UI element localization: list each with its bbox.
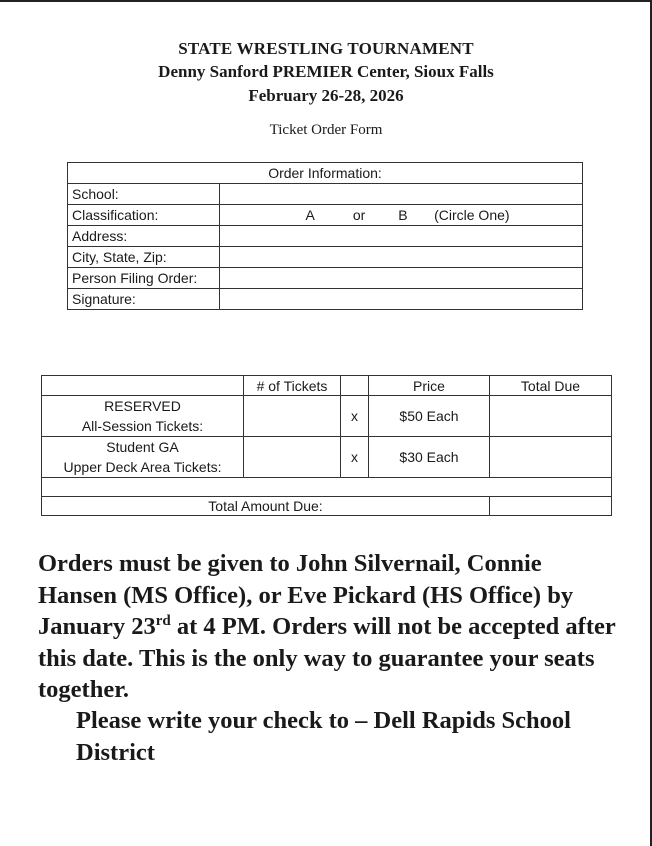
form-subtitle: Ticket Order Form (269, 122, 383, 138)
reserved-ticket-row (42, 396, 612, 437)
total-due-header: Total Due (490, 376, 612, 396)
ticket-order-table (41, 375, 612, 516)
total-amount-field[interactable] (490, 497, 612, 516)
check-payable-notice: Please write your check to – Dell Rapids School District (76, 707, 571, 766)
notice-part1: Orders must be given to John Silvernail, Connie Hansen (MS Office), or Eve Pickard (HS Office) by January 23 (38, 550, 574, 640)
price-header: Price (369, 376, 490, 396)
scan-edge-top (0, 0, 652, 2)
school-row (68, 184, 583, 205)
classification-row (68, 205, 583, 226)
classification-label: Classification: (68, 205, 220, 226)
multiplier-header (341, 376, 369, 396)
ticket-header-row (42, 376, 612, 396)
notice-part2: at 4 PM. Orders will not be accepted after this date. This is the only way to guarantee your seats together. (38, 613, 616, 703)
reserved-total-field[interactable] (490, 396, 612, 437)
tournament-title: STATE WRESTLING TOURNAMENT (178, 39, 474, 58)
student-ga-total-field[interactable] (490, 437, 612, 478)
reserved-quantity-field[interactable] (244, 396, 341, 437)
total-amount-row (42, 497, 612, 516)
student-ga-label-line2: Upper Deck Area Tickets: (63, 459, 222, 475)
ticket-blank-cell (42, 478, 612, 497)
classification-option-a[interactable]: A (305, 207, 315, 223)
student-ga-ticket-row (42, 437, 612, 478)
classification-option-b[interactable]: B (398, 207, 408, 223)
reserved-multiplier: x (341, 396, 369, 437)
order-info-title: Order Information: (68, 163, 583, 184)
venue-line: Denny Sanford PREMIER Center, Sioux Falls (158, 62, 494, 81)
classification-or: or (352, 207, 366, 223)
student-ga-price: $30 Each (369, 437, 490, 478)
person-filing-label: Person Filing Order: (68, 268, 220, 289)
city-state-zip-row (68, 247, 583, 268)
reserved-ticket-label (42, 396, 244, 437)
address-field[interactable] (220, 226, 583, 247)
student-ga-ticket-label (42, 437, 244, 478)
city-state-zip-field[interactable] (220, 247, 583, 268)
order-deadline-notice (38, 548, 618, 706)
student-ga-multiplier: x (341, 437, 369, 478)
order-info-header-row (68, 163, 583, 184)
order-information-table (67, 162, 583, 310)
classification-field[interactable] (220, 205, 583, 226)
ticket-header-blank (42, 376, 244, 396)
ticket-blank-row (42, 478, 612, 497)
signature-field[interactable] (220, 289, 583, 310)
notice-ordinal: rd (155, 613, 171, 629)
signature-label: Signature: (68, 289, 220, 310)
person-filing-field[interactable] (220, 268, 583, 289)
total-amount-label: Total Amount Due: (42, 497, 490, 516)
city-state-zip-label: City, State, Zip: (68, 247, 220, 268)
address-row (68, 226, 583, 247)
reserved-price: $50 Each (369, 396, 490, 437)
num-tickets-header: # of Tickets (244, 376, 341, 396)
signature-row (68, 289, 583, 310)
reserved-label-line2: All-Session Tickets: (81, 418, 204, 434)
person-filing-row (68, 268, 583, 289)
address-label: Address: (68, 226, 220, 247)
reserved-label-line1: RESERVED (104, 398, 181, 414)
classification-hint: (Circle One) (434, 207, 510, 223)
student-ga-quantity-field[interactable] (244, 437, 341, 478)
student-ga-label-line1: Student GA (106, 439, 179, 455)
school-label: School: (68, 184, 220, 205)
date-line: February 26-28, 2026 (248, 86, 404, 105)
school-field[interactable] (220, 184, 583, 205)
